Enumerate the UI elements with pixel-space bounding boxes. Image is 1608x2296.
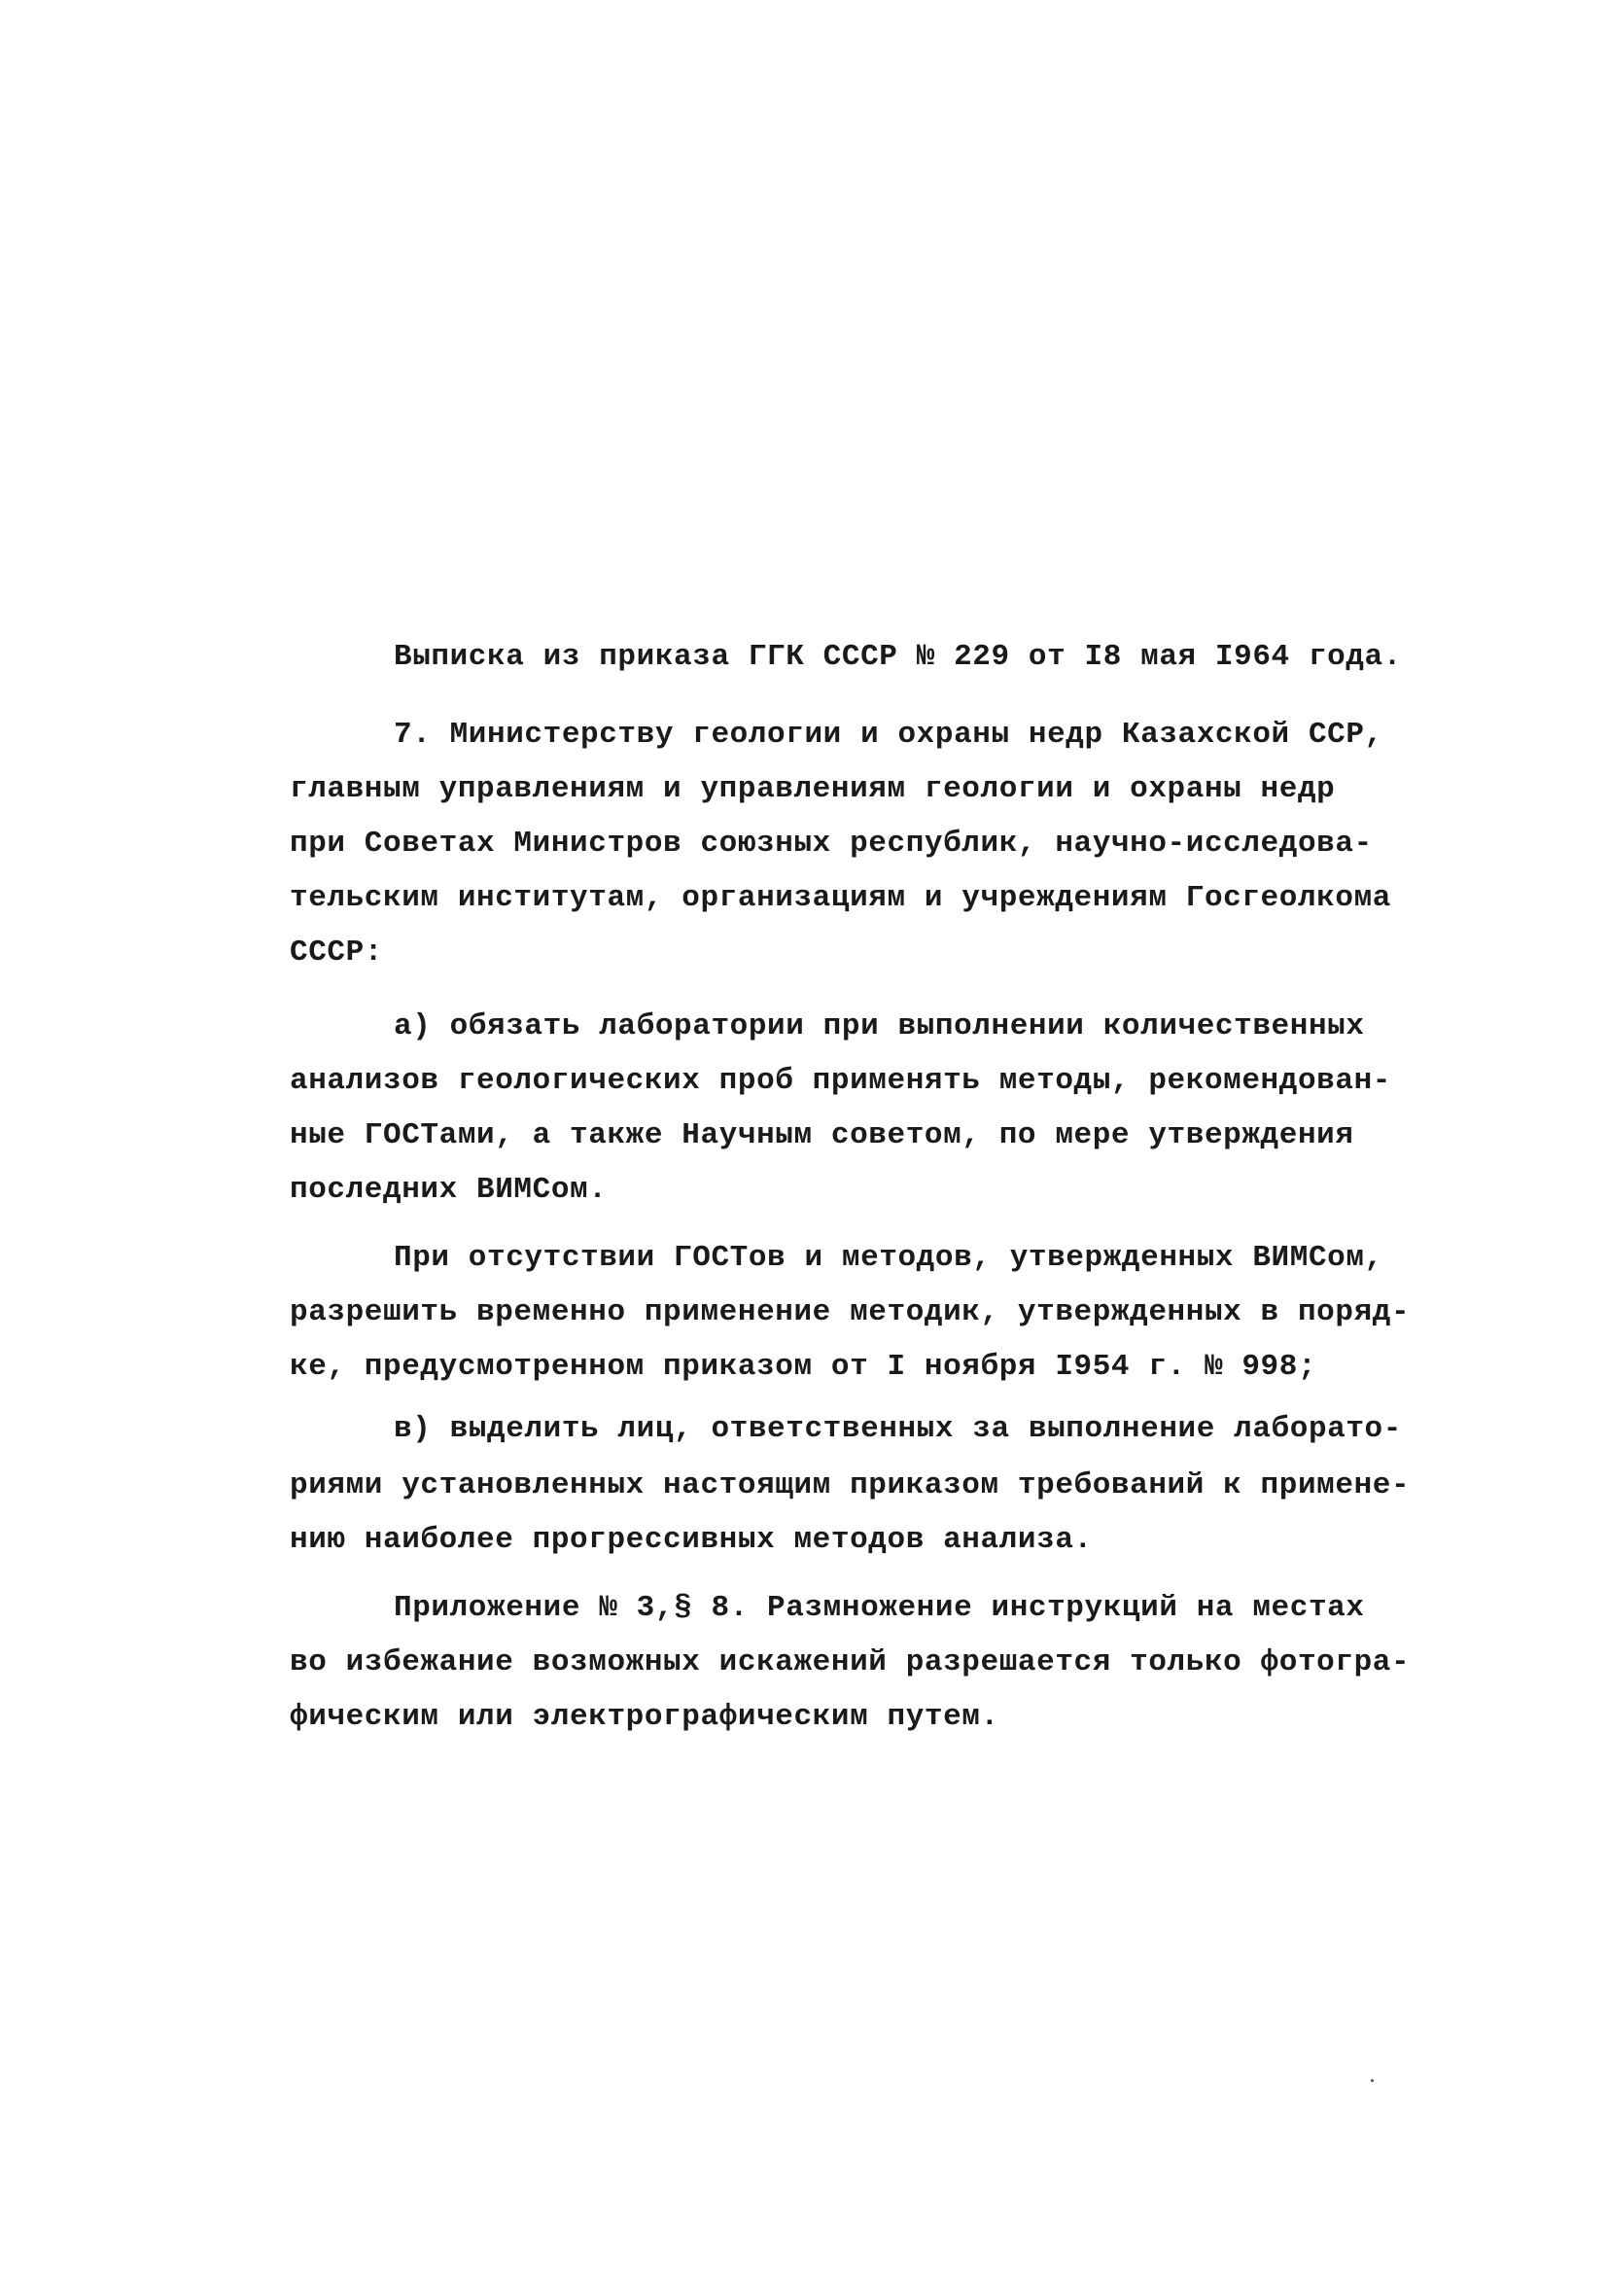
absence-clause-line: При отсутствии ГОСТов и методов, утвержденных ВИМСом, [394,1241,1383,1275]
document-heading: Выписка из приказа ГГК СССР № 229 от I8 мая I964 года. [394,640,1402,674]
item-v-line: в) выделить лиц, ответственных за выполнение лаборато- [394,1412,1402,1446]
paragraph-7-line: 7. Министерству геологии и охраны недр Казахской ССР, [394,718,1383,752]
item-v-line: нию наиболее прогрессивных методов анализа. [290,1523,1093,1557]
appendix-line: фическим или электрографическим путем. [290,1700,999,1734]
item-a-line: анализов геологических проб применять методы, рекомендован- [290,1064,1391,1098]
item-a-line: ные ГОСТами, а также Научным советом, по мере утверждения [290,1118,1354,1152]
appendix-line: во избежание возможных искажений разрешается только фотогра- [290,1645,1411,1679]
absence-clause-line: разрешить временно применение методик, утвержденных в поряд- [290,1295,1411,1329]
item-a-line: последних ВИМСом. [290,1173,608,1207]
item-a-line: а) обязать лаборатории при выполнении количественных [394,1009,1365,1043]
absence-clause-line: ке, предусмотренном приказом от I ноября I954 г. № 998; [290,1350,1317,1384]
appendix-line: Приложение № 3,§ 8. Размножение инструкций на местах [394,1591,1365,1625]
item-v-line: риями установленных настоящим приказом требований к примене- [290,1468,1411,1502]
scan-speck [1371,2079,1374,2082]
paragraph-7-line: СССР: [290,936,384,970]
paragraph-7-line: при Советах Министров союзных республик, научно-исследова- [290,827,1373,861]
paragraph-7-line: тельским институтам, организациям и учреждениям Госгеолкома [290,881,1391,915]
paragraph-7-line: главным управлениям и управлениям геологии и охраны недр [290,772,1336,806]
